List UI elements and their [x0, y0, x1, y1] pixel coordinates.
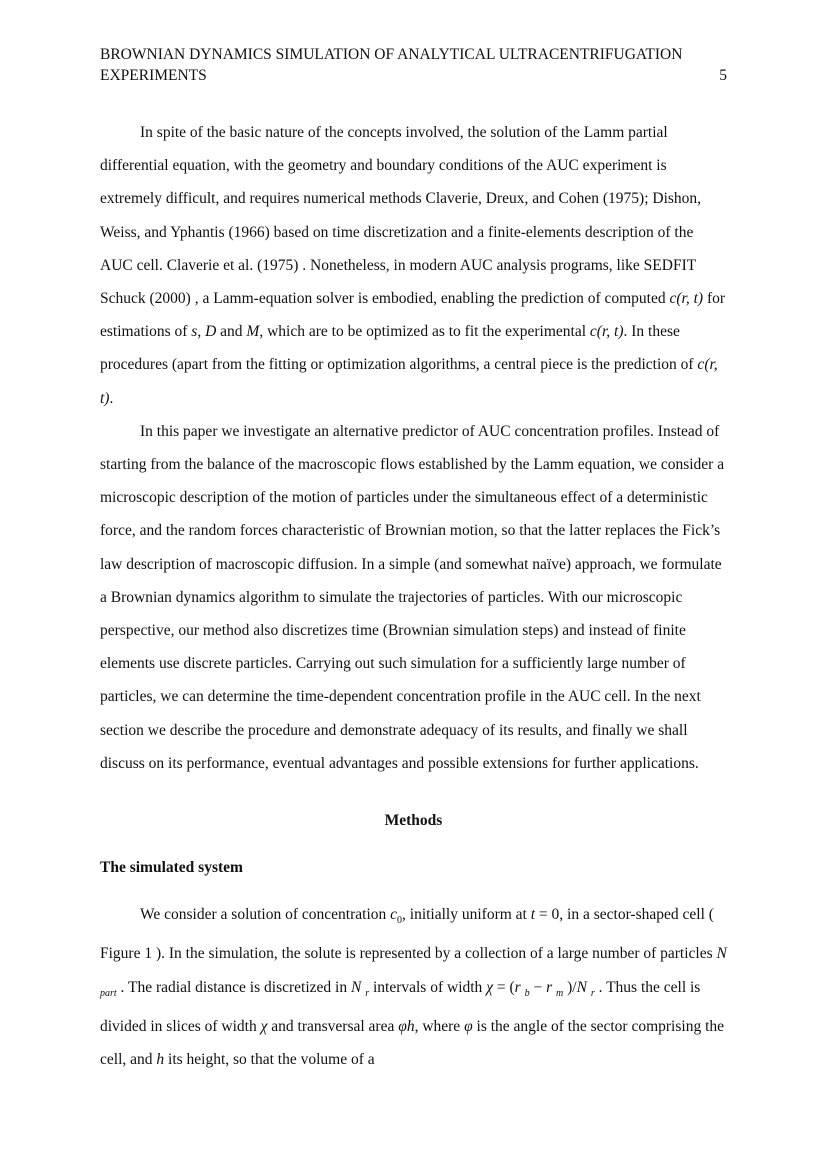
math-N: N — [576, 978, 587, 996]
section-heading: Methods — [384, 812, 443, 830]
page-number: 5 — [719, 67, 727, 84]
text-run: and transversal area — [267, 1017, 399, 1035]
math-s: s — [191, 323, 198, 341]
math-c: c — [697, 356, 705, 374]
text-run: − — [529, 978, 547, 996]
math-D: D — [205, 323, 217, 341]
text-run: )/ — [563, 978, 577, 996]
math-h: h — [156, 1051, 165, 1069]
text-run: . — [109, 389, 114, 407]
running-head-line2 — [100, 65, 727, 86]
math-chi: χ — [260, 1017, 268, 1035]
text-run: In spite of the basic nature of the concepts involved, the solution of the Lamm partial differential equation, with the geometry and boundary conditions of the AUC experiment is extremely difficult, and requires numerical methods Claverie, Dreux, and Cohen (1975); Dishon, Weiss, and Yphantis (1966) based on time discretization and a finite-elements description of the AUC cell. Claverie et al. (1975) . Nonetheless, in modern AUC analysis programs, like SEDFIT Schuck (2000) , a Lamm-equation solver is embodied, enabling the prediction of computed — [100, 124, 702, 308]
math-c: c — [589, 323, 597, 341]
math-h: h — [406, 1017, 415, 1035]
math-rt: (r, t) — [100, 356, 718, 407]
math-subscript: part — [100, 987, 117, 999]
text-run: = ( — [493, 978, 515, 996]
text-run: . The radial distance is discretized in — [116, 978, 351, 996]
text-run: , where — [414, 1017, 465, 1035]
running-head-title-line2: EXPERIMENTS — [100, 67, 207, 84]
paragraph-1 — [100, 116, 727, 415]
math-subscript: r — [590, 987, 595, 999]
math-subscript: r — [365, 987, 370, 999]
text-run: = 0, in a sector-shaped cell ( Figure 1 ). In the simulation, the solute is represented by a collection of a large number of particles — [100, 906, 717, 963]
text-run: , initially uniform at — [402, 906, 531, 924]
math-phi: φ — [464, 1017, 473, 1035]
math-c0: c — [390, 906, 398, 924]
text-run: , — [197, 323, 206, 341]
math-t: t — [530, 906, 536, 924]
math-r: r — [546, 978, 553, 996]
math-chi: χ — [486, 978, 494, 996]
text-run: for estimations of — [100, 290, 726, 341]
math-rt: (r, t) — [676, 290, 704, 308]
text-run: We consider a solution of concentration — [140, 906, 391, 924]
math-r: r — [514, 978, 521, 996]
paragraph-3 — [100, 898, 727, 1076]
subsection-heading: The simulated system — [100, 859, 243, 877]
text-run: , which are to be optimized as to fit the experimental — [259, 323, 590, 341]
text-run: . Thus the cell is divided in slices of width — [100, 978, 701, 1035]
math-subscript: 0 — [397, 915, 403, 927]
text-run: and — [216, 323, 247, 341]
running-head — [100, 44, 727, 86]
math-rt: (r, t) — [596, 323, 624, 341]
text-run: its height, so that the volume of a — [164, 1051, 375, 1069]
running-head-title-line1: BROWNIAN DYNAMICS SIMULATION OF ANALYTICAL ULTRACENTRIFUGATION — [100, 46, 683, 63]
text-run: is the angle of the sector comprising the cell, and — [100, 1017, 725, 1069]
math-subscript: b — [524, 987, 530, 999]
math-N: N — [350, 978, 362, 996]
text-run: intervals of width — [369, 978, 487, 996]
paragraph-2: In this paper we investigate an alternative predictor of AUC concentration profiles. Instead of starting from the balance of the macroscopic flows established by the Lamm equation, we consider a microscopic description of the motion of particles under the simultaneous effect of a deterministic force, and the random forces characteristic of Brownian motion, so that the latter replaces the Fick’s law description of macroscopic diffusion. In a simple (and somewhat naïve) approach, we formulate a Brownian dynamics algorithm to simulate the trajectories of particles. With our microscopic perspective, our method also discretizes time (Brownian simulation steps) and instead of finite elements use discrete particles. Carrying out such simulation for a sufficiently large number of particles, we can determine the time-dependent concentration profile in the AUC cell. In the next section we describe the procedure and demonstrate adequacy of its results, and finally we shall discuss on its performance, eventual advantages and possible extensions for further applications. — [100, 422, 725, 772]
math-c: c — [669, 290, 677, 308]
body-text — [100, 116, 727, 1076]
math-phi: φ — [398, 1017, 407, 1035]
math-M: M — [246, 323, 260, 341]
text-run: . In these procedures (apart from the fitting or optimization algorithms, a central piece is the prediction of — [100, 323, 698, 374]
math-N: N — [716, 945, 727, 963]
math-subscript: m — [556, 987, 564, 999]
